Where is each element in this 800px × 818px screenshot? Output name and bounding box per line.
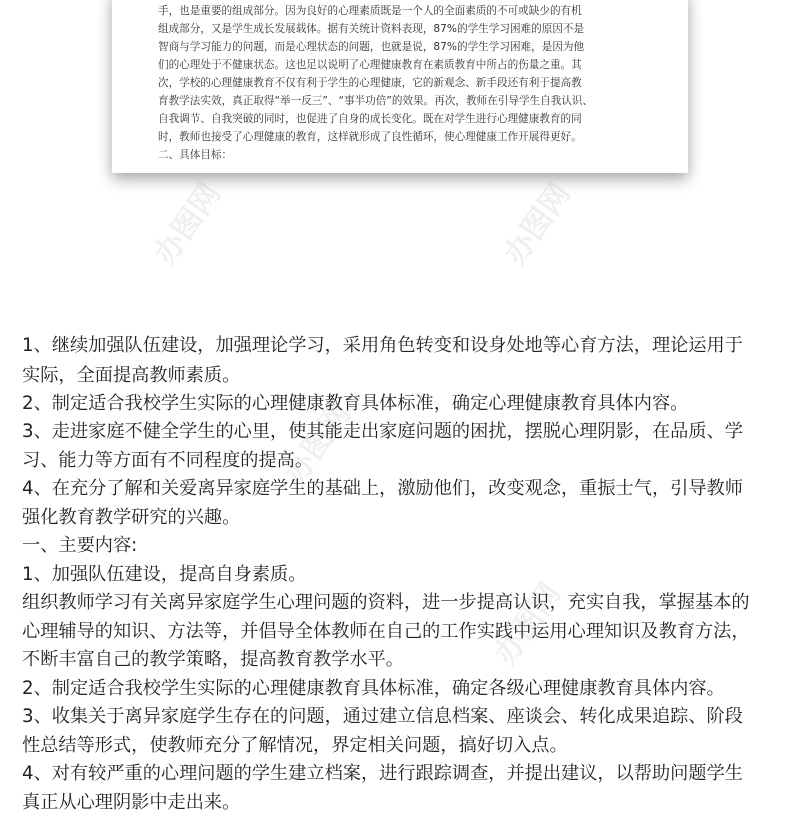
preview-line: 时，教师也接受了心理健康的教育，这样就形成了良性循环，使心理健康工作开展得更好。 bbox=[158, 131, 582, 143]
document-preview-card bbox=[112, 0, 688, 173]
body-line: 4、对有较严重的心理问题的学生建立档案，进行跟踪调查，并提出建议，以帮助问题学生 bbox=[22, 763, 743, 784]
watermark: 办图网 bbox=[487, 577, 569, 671]
body-line: 性总结等形式，使教师充分了解情况，界定相关问题，搞好切入点。 bbox=[22, 735, 568, 756]
watermark: 办图网 bbox=[497, 177, 579, 271]
body-line: 组织教师学习有关离异家庭学生心理问题的资料，进一步提高认识，充实自我，掌握基本的 bbox=[22, 592, 750, 613]
preview-line: 智商与学习能力的问题，而是心理状态的问题，也就是说，87%的学生学习困难，是因为他 bbox=[158, 41, 585, 53]
body-line: 心理辅导的知识、方法等，并倡导全体教师在自己的工作实践中运用心理知识及教育方法， bbox=[22, 621, 750, 642]
preview-line: 自我调节、自我突破的同时，也促进了自身的成长变化。既在对学生进行心理健康教育的同 bbox=[158, 113, 582, 125]
body-line: 2、制定适合我校学生实际的心理健康教育具体标准，确定心理健康教育具体内容。 bbox=[22, 393, 689, 414]
body-line: 习、能力等方面有不同程度的提高。 bbox=[22, 450, 314, 471]
preview-line: 二、具体目标： bbox=[158, 149, 233, 161]
body-line: 2、制定适合我校学生实际的心理健康教育具体标准，确定各级心理健康教育具体内容。 bbox=[22, 678, 725, 699]
body-line: 1、继续加强队伍建设，加强理论学习，采用角色转变和设身处地等心育方法，理论运用于 bbox=[22, 335, 743, 356]
watermark: 办图网 bbox=[147, 177, 229, 271]
body-line: 3、收集关于离异家庭学生存在的问题，通过建立信息档案、座谈会、转化成果追踪、阶段 bbox=[22, 706, 743, 727]
preview-line: 手，也是重要的组成部分。因为良好的心理素质既是一个人的全面素质的不可或缺少的有机 bbox=[158, 5, 582, 17]
body-line: 不断丰富自己的教学策略，提高教育教学水平。 bbox=[22, 649, 404, 670]
body-line: 强化教育教学研究的兴趣。 bbox=[22, 507, 241, 528]
preview-line: 组成部分，又是学生成长发展载体。据有关统计资料表现，87%的学生学习困难的原因不是 bbox=[158, 23, 585, 35]
preview-line bbox=[158, 0, 658, 2]
body-line: 4、在充分了解和关爱离异家庭学生的基础上，激励他们，改变观念，重振士气，引导教师 bbox=[22, 478, 743, 499]
preview-line: 育教学法实效，真正取得“举一反三”、“事半功倍”的效果。再次，教师在引导学生自我认识、 bbox=[158, 95, 594, 107]
preview-line: 次，学校的心理健康教育不仅有利于学生的心理健康，它的新观念、新手段还有利于提高教 bbox=[158, 77, 582, 89]
section-heading: 一、主要内容: bbox=[22, 535, 138, 556]
body-line: 真正从心理阴影中走出来。 bbox=[22, 792, 241, 813]
body-line: 实际，全面提高教师素质。 bbox=[22, 365, 241, 386]
body-line: 3、走进家庭不健全学生的心里，使其能走出家庭问题的困扰，摆脱心理阴影，在品质、学 bbox=[22, 421, 743, 442]
preview-line: 们的心理处于不健康状态。这也足以说明了心理健康教育在素质教育中所占的伤量之重。其 bbox=[158, 59, 582, 71]
body-line: 1、加强队伍建设，提高自身素质。 bbox=[22, 564, 307, 585]
watermark: 办图网 bbox=[277, 397, 359, 491]
